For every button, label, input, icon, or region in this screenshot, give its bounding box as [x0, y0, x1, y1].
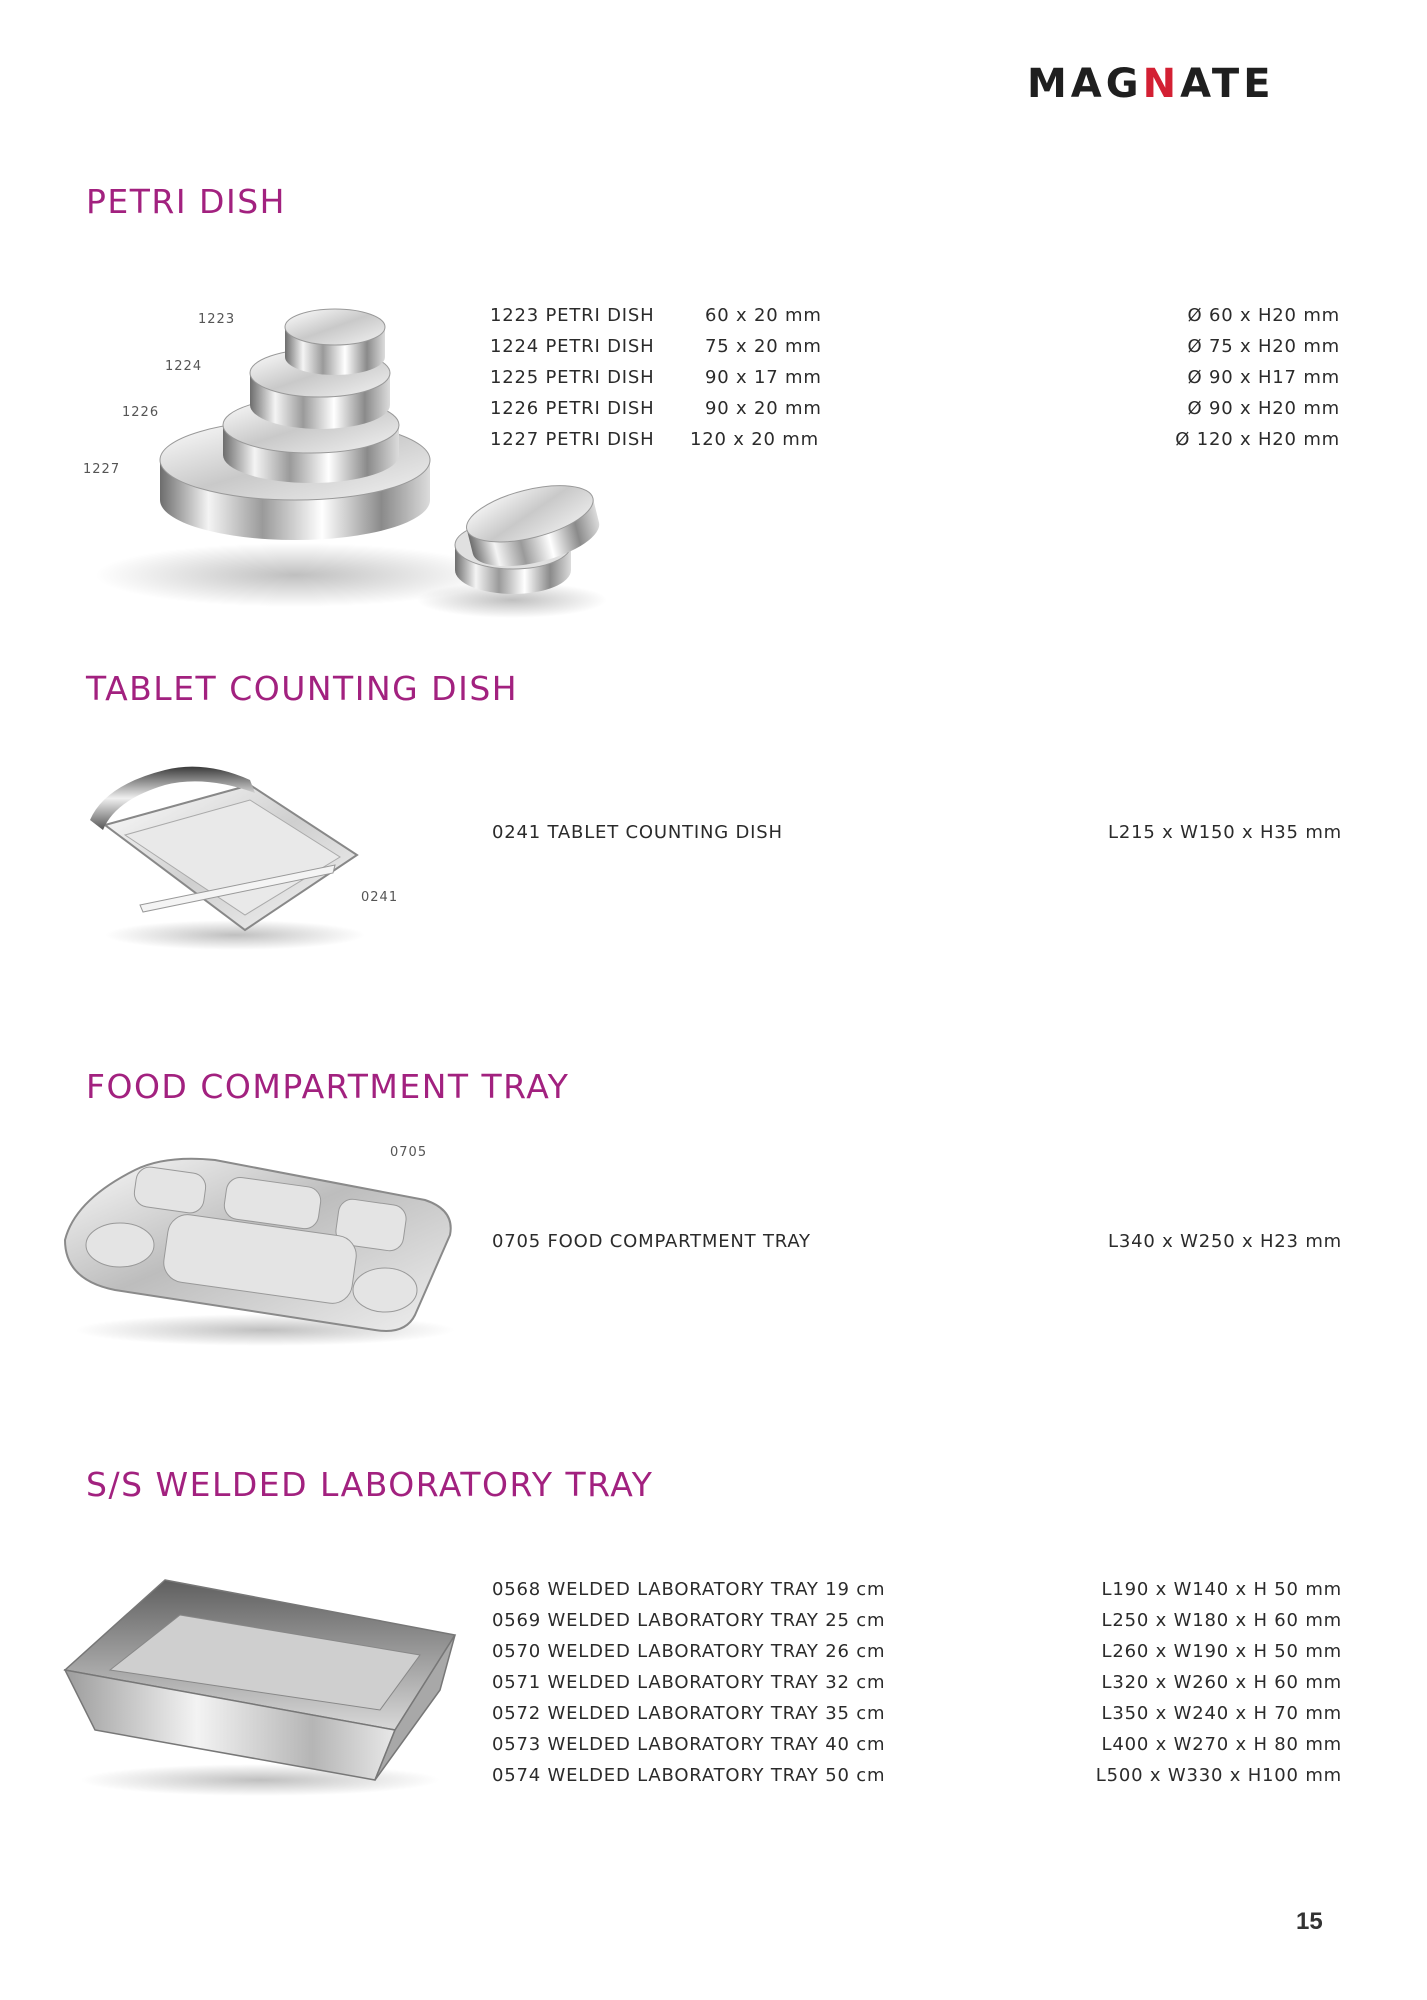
item-name: 1226 PETRI DISH [490, 398, 655, 419]
item-dimensions: L500 x W330 x H100 mm [1095, 1765, 1342, 1786]
item-dimensions: L400 x W270 x H 80 mm [1101, 1734, 1342, 1755]
item-name: 0574 WELDED LABORATORY TRAY 50 cm [492, 1765, 886, 1786]
spec-row [490, 362, 1340, 393]
spec-row [492, 1605, 1342, 1636]
item-dimensions: Ø 60 x H20 mm [1187, 305, 1340, 326]
item-name: 0572 WELDED LABORATORY TRAY 35 cm [492, 1703, 886, 1724]
spec-row [492, 1226, 1342, 1257]
item-dimensions: L250 x W180 x H 60 mm [1101, 1610, 1342, 1631]
item-name: 0569 WELDED LABORATORY TRAY 25 cm [492, 1610, 886, 1631]
item-name: 1225 PETRI DISH [490, 367, 655, 388]
item-name: 1227 PETRI DISH [490, 429, 655, 450]
section-title-food-compartment-tray: FOOD COMPARTMENT TRAY [86, 1067, 570, 1106]
callout-0241: 0241 [361, 890, 399, 905]
item-size: 90 x 20 mm [705, 398, 822, 419]
logo-text-end: ATE [1180, 61, 1275, 107]
item-name: 0568 WELDED LABORATORY TRAY 19 cm [492, 1579, 886, 1600]
item-dimensions: L190 x W140 x H 50 mm [1101, 1579, 1342, 1600]
logo-text-main: MAG [1027, 61, 1143, 107]
lab-tray-spec-list [492, 1574, 1342, 1791]
callout-0705: 0705 [390, 1145, 428, 1160]
spec-row [490, 300, 1340, 331]
spec-row [490, 331, 1340, 362]
page-number: 15 [1296, 1908, 1323, 1935]
item-dimensions: Ø 120 x H20 mm [1175, 429, 1340, 450]
welded-laboratory-tray-image [55, 1570, 465, 1800]
item-name: 0570 WELDED LABORATORY TRAY 26 cm [492, 1641, 886, 1662]
item-dimensions: L320 x W260 x H 60 mm [1101, 1672, 1342, 1693]
section-title-petri-dish: PETRI DISH [86, 182, 286, 221]
spec-row [492, 1698, 1342, 1729]
item-name: 0241 TABLET COUNTING DISH [492, 822, 783, 843]
callout-1227: 1227 [83, 462, 121, 477]
spec-row [492, 1729, 1342, 1760]
section-title-tablet-counting-dish: TABLET COUNTING DISH [86, 669, 519, 708]
spec-row [492, 817, 1342, 848]
item-name: 1223 PETRI DISH [490, 305, 655, 326]
item-dimensions: L260 x W190 x H 50 mm [1101, 1641, 1342, 1662]
item-dimensions: Ø 75 x H20 mm [1187, 336, 1340, 357]
item-size: 90 x 17 mm [705, 367, 822, 388]
item-name: 1224 PETRI DISH [490, 336, 655, 357]
item-size: 75 x 20 mm [705, 336, 822, 357]
item-dimensions: Ø 90 x H20 mm [1187, 398, 1340, 419]
spec-row [490, 424, 1340, 455]
brand-logo [1027, 61, 1332, 107]
tablet-counting-dish-image [85, 745, 375, 955]
item-dimensions: Ø 90 x H17 mm [1187, 367, 1340, 388]
spec-row [492, 1636, 1342, 1667]
spec-row [492, 1667, 1342, 1698]
callout-1224: 1224 [165, 359, 203, 374]
petri-dish-spec-list [490, 300, 1340, 455]
food-tray-spec-list [492, 1226, 1342, 1257]
logo-text-accent: N [1142, 61, 1181, 107]
item-size: 120 x 20 mm [690, 429, 819, 450]
item-name: 0705 FOOD COMPARTMENT TRAY [492, 1231, 811, 1252]
item-size: 60 x 20 mm [705, 305, 822, 326]
callout-1226: 1226 [122, 405, 160, 420]
spec-row [492, 1574, 1342, 1605]
spec-row [490, 393, 1340, 424]
item-name: 0571 WELDED LABORATORY TRAY 32 cm [492, 1672, 886, 1693]
item-dimensions: L340 x W250 x H23 mm [1108, 1231, 1342, 1252]
item-name: 0573 WELDED LABORATORY TRAY 40 cm [492, 1734, 886, 1755]
spec-row [492, 1760, 1342, 1791]
item-dimensions: L215 x W150 x H35 mm [1108, 822, 1342, 843]
section-title-welded-laboratory-tray: S/S WELDED LABORATORY TRAY [86, 1465, 654, 1504]
tablet-dish-spec-list [492, 817, 1342, 848]
callout-1223: 1223 [198, 312, 236, 327]
food-compartment-tray-image [55, 1140, 475, 1350]
item-dimensions: L350 x W240 x H 70 mm [1101, 1703, 1342, 1724]
